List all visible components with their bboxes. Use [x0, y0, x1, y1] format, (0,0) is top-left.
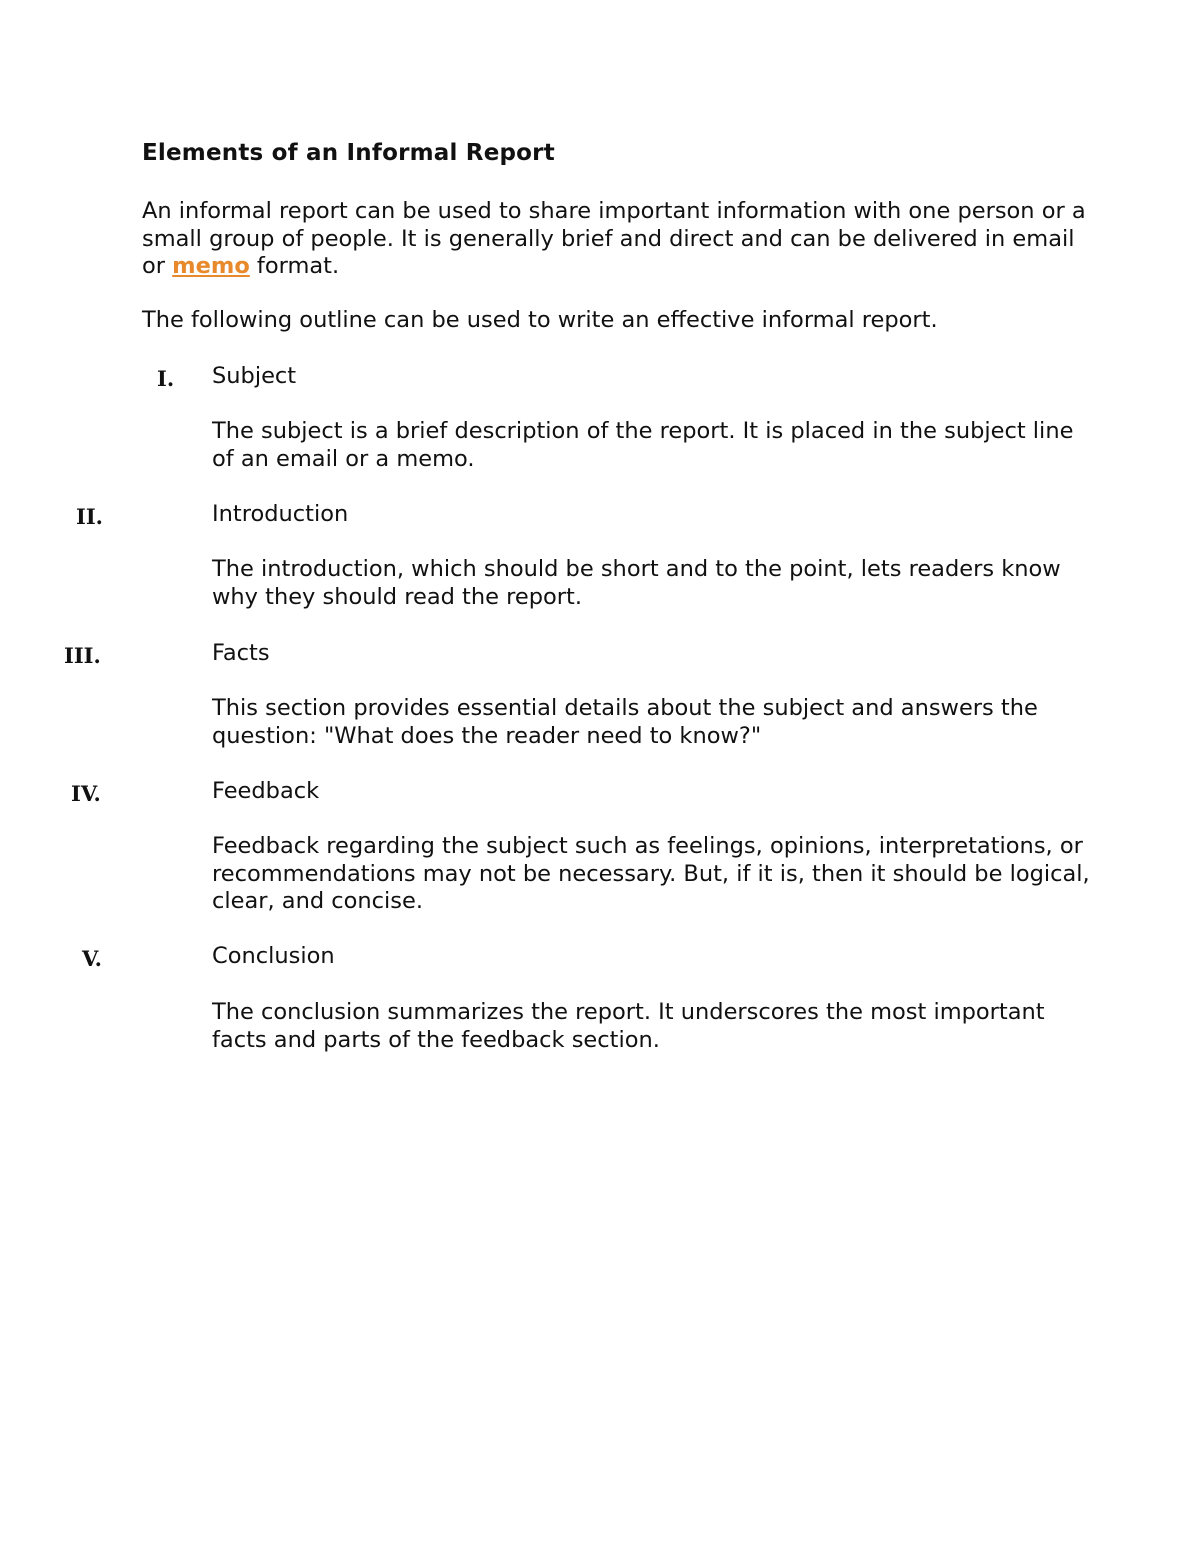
memo-link[interactable]: memo — [172, 253, 250, 279]
section-heading-introduction: Introduction — [212, 501, 349, 527]
section-numeral: II. — [76, 504, 103, 529]
section-body-facts: This section provides essential details about the subject and answers the question: "What does the reader need to know?" — [212, 695, 1038, 749]
section-numeral: III. — [64, 643, 101, 668]
section-numeral: I. — [157, 366, 175, 391]
section-heading-conclusion: Conclusion — [212, 943, 335, 969]
section-body-subject: The subject is a brief description of the report. It is placed in the subject line of an email or a memo. — [212, 418, 1074, 472]
section-heading-feedback: Feedback — [212, 778, 320, 804]
section-body-feedback: Feedback regarding the subject such as feelings, opinions, interpretations, or recommendations may not be necessary. But, if it is, then it should be logical, clear, and concise. — [212, 833, 1090, 914]
document-title: Elements of an Informal Report — [142, 140, 555, 166]
intro-text-before-link: An informal report can be used to share important information with one person or a small group of people. It is generally brief and direct and can be delivered in email or — [142, 198, 1086, 279]
section-numeral: V. — [82, 946, 102, 971]
section-numeral: IV. — [71, 781, 101, 806]
section-body-introduction: The introduction, which should be short and to the point, lets readers know why they should read the report. — [212, 556, 1061, 610]
section-body-conclusion: The conclusion summarizes the report. It underscores the most important facts and parts of the feedback section. — [212, 999, 1045, 1053]
section-heading-facts: Facts — [212, 640, 270, 666]
section-heading-subject: Subject — [212, 363, 297, 389]
intro-text-after-link: format. — [249, 253, 340, 279]
outline-lead-paragraph: The following outline can be used to write an effective informal report. — [142, 307, 938, 333]
intro-paragraph — [142, 198, 1102, 281]
